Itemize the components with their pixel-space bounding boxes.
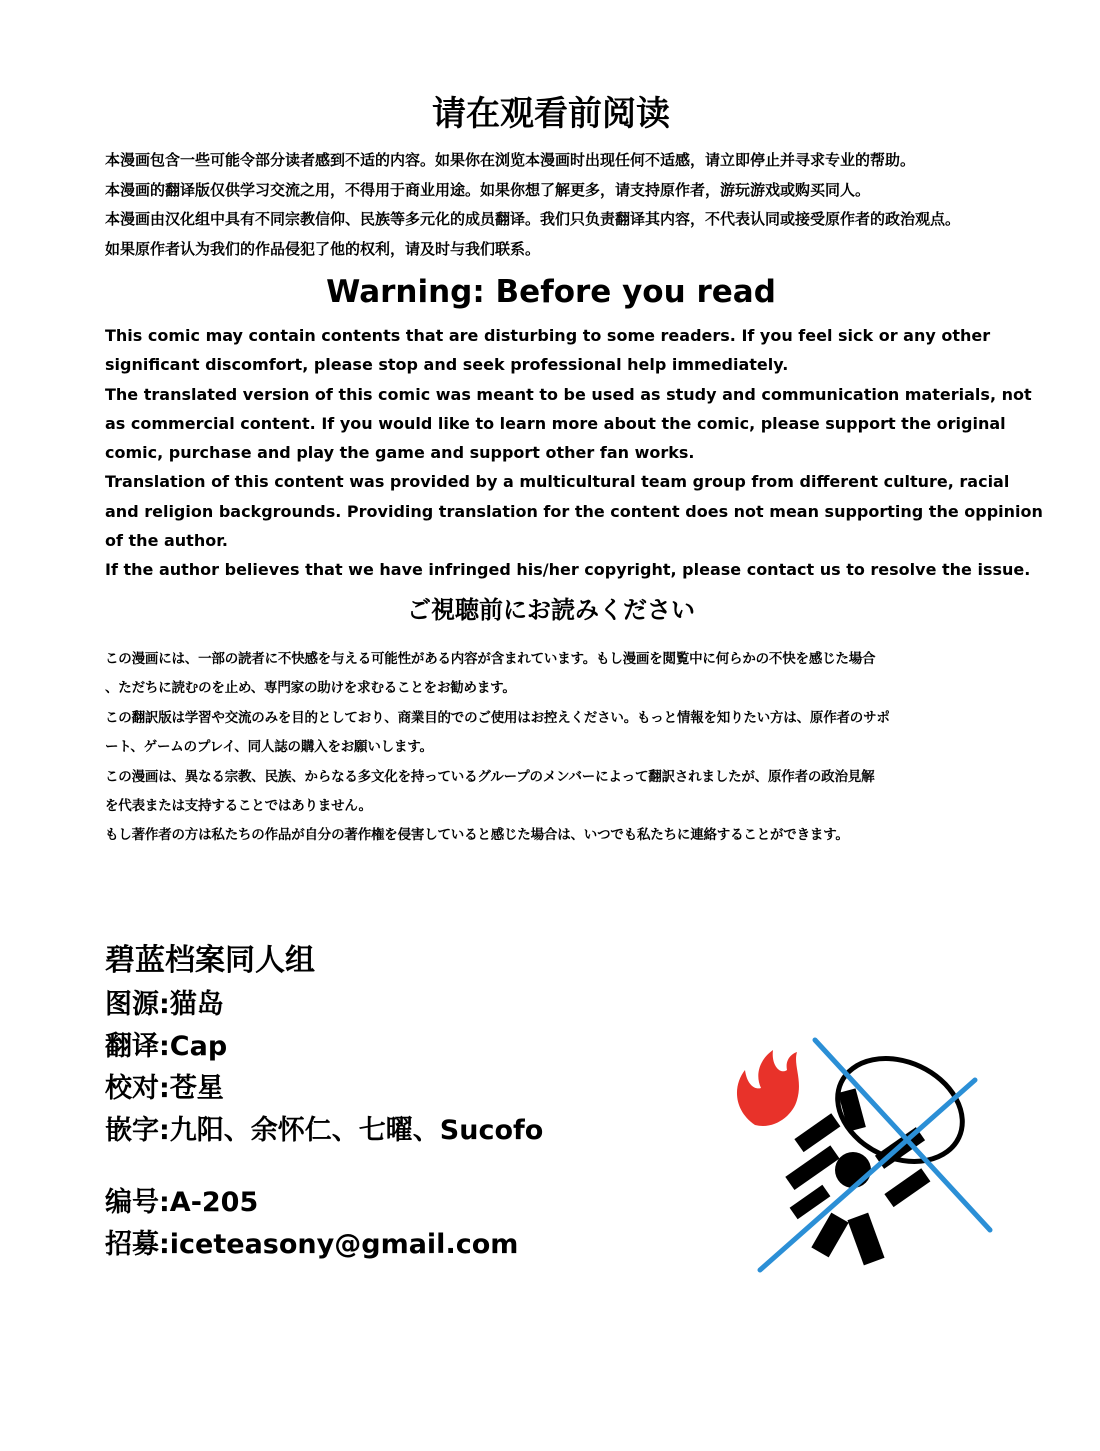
japanese-warning-line: もし著作者の方は私たちの作品が自分の著作権を侵害していると感じた場合は、いつでも私たちに連絡することができます。 (105, 827, 849, 844)
chinese-warning-line: 如果原作者认为我们的作品侵犯了他的权利，请及时与我们联系。 (105, 239, 541, 258)
english-warning-line: of the author. (105, 531, 228, 551)
credits-block (105, 938, 543, 1266)
credit-spacer (105, 1152, 543, 1182)
credit-recruit-email: 招募:iceteasony@gmail.com (105, 1229, 519, 1260)
japanese-warning-line: この漫画は、異なる宗教、民族、からなる多文化を持っているグループのメンバーによって翻訳されましたが、原作者の政治見解 (105, 768, 875, 785)
english-warning-line: The translated version of this comic was meant to be used as study and communication materials, not (105, 384, 1032, 404)
japanese-warning-line: 、ただちに読むのを止め、専門家の助けを求むることをお勧めます。 (105, 680, 516, 697)
credit-typesetting: 嵌字:九阳、余怀仁、七曜、Sucofo (105, 1115, 544, 1146)
english-warning-body (105, 321, 1043, 585)
credit-number: 编号:A-205 (105, 1187, 259, 1218)
credit-translation: 翻译:Cap (105, 1031, 228, 1062)
english-warning-title: Warning: Before you read (326, 274, 776, 310)
chinese-warning-body (105, 146, 997, 264)
japanese-warning-line: を代表または支持することではありません。 (105, 798, 372, 815)
chinese-warning-line: 本漫画由汉化组中具有不同宗教信仰、民族等多元化的成员翻译。我们只负责翻译其内容，不代表认同或接受原作者的政治观点。 (105, 210, 961, 228)
chinese-warning-title: 请在观看前阅读 (432, 94, 670, 134)
english-warning-line: If the author believes that we have infringed his/her copyright, please contact us to resolve the issue. (105, 560, 1031, 580)
japanese-warning-line: この翻訳版は学習や交流のみを目的としており、商業目的でのご使用はお控えください。もっと情報を知りたい方は、原作者のサポ (105, 709, 890, 726)
english-warning-line: and religion backgrounds. Providing translation for the content does not mean supporting the oppinion (105, 501, 1043, 521)
english-warning-line: This comic may contain contents that are disturbing to some readers. If you feel sick or any other (105, 326, 991, 345)
japanese-warning-line: この漫画には、一部の読者に不快感を与える可能性がある内容が含まれています。もし漫画を閲覧中に何らかの不快を感じた場合 (105, 651, 876, 667)
english-warning-line: Translation of this content was provided by a multicultural team group from different culture, racial (105, 472, 1010, 492)
credit-source: 图源:猫岛 (105, 989, 224, 1020)
group-logo-icon (725, 1030, 995, 1275)
japanese-warning-line: ート、ゲームのプレイ、同人誌の購入をお願いします。 (105, 739, 433, 756)
chinese-warning-line: 本漫画包含一些可能令部分读者感到不适的内容。如果你在浏览本漫画时出现任何不适感，请立即停止并寻求专业的帮助。 (105, 151, 916, 169)
group-name: 碧蓝档案同人组 (105, 943, 315, 978)
flame-icon (737, 1050, 799, 1126)
english-warning-line: as commercial content. If you would like to learn more about the comic, please support the original (105, 413, 1006, 433)
english-warning-line: comic, purchase and play the game and support other fan works. (105, 443, 695, 463)
emblem-mark-icon (785, 1088, 930, 1265)
credit-proofreading: 校对:苍星 (105, 1073, 224, 1104)
english-warning-line: significant discomfort, please stop and seek professional help immediately. (105, 355, 789, 375)
japanese-warning-body (105, 645, 997, 851)
chinese-warning-line: 本漫画的翻译版仅供学习交流之用，不得用于商业用途。如果你想了解更多，请支持原作者，游玩游戏或购买同人。 (105, 180, 871, 199)
japanese-warning-title: ご視聴前にお読みください (407, 596, 695, 624)
